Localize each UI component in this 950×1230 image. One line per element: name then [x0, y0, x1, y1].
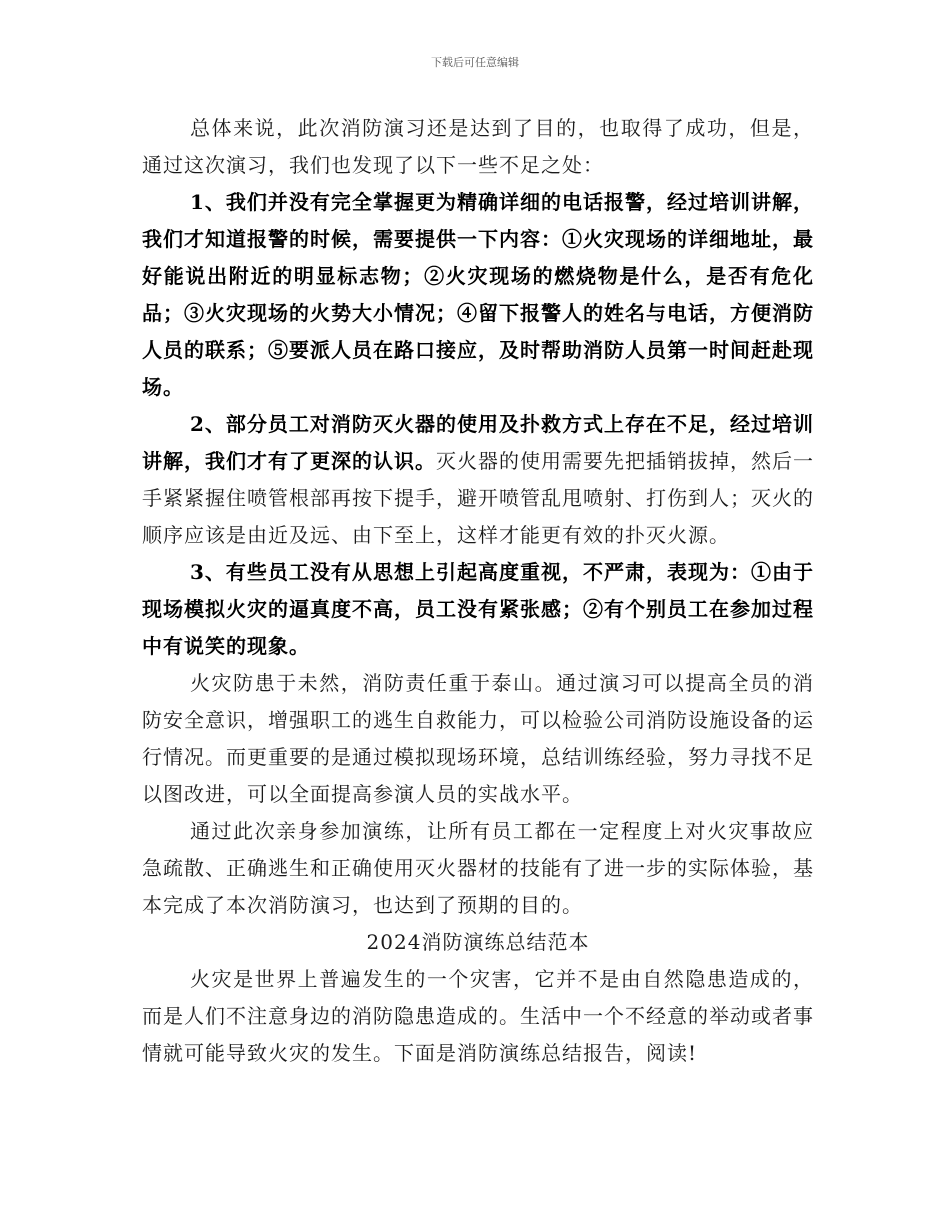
paragraph-conclusion: 通过此次亲身参加演练，让所有员工都在一定程度上对火灾事故应急疏散、正确逃生和正确使用灭火器材的技能有了进一步的实际体验，基本完成了本次消防演习，也达到了预期的目的。	[142, 819, 814, 917]
paragraph-point-2	[142, 406, 814, 554]
paragraph-point-2-bold: 2、部分员工对消防灭火器的使用及扑救方式上存在不足，经过培训讲解，我们才有了更深的认识。	[142, 412, 814, 473]
section-title: 2024消防演练总结范本	[366, 930, 590, 954]
paragraph-point-2-rest: 灭火器的使用需要先把插销拔掉，然后一手紧紧握住喷管根部再按下提手，避开喷管乱甩喷射、打伤到人；灭火的顺序应该是由近及远、由下至上，这样才能更有效的扑灭火源。	[142, 449, 814, 547]
paragraph-point-1: 1、我们并没有完全掌握更为精确详细的电话报警，经过培训讲解，我们才知道报警的时候，需要提供一下内容：①火灾现场的详细地址，最好能说出附近的明显标志物；②火灾现场的燃烧物是什么，是否有危化品；③火灾现场的火势大小情况；④留下报警人的姓名与电话，方便消防人员的联系；⑤要派人员在路口接应，及时帮助消防人员第一时间赶赴现场。	[142, 190, 814, 399]
page-header: 下载后可任意编辑	[431, 56, 519, 69]
paragraph-summary: 总体来说，此次消防演习还是达到了目的，也取得了成功，但是，通过这次演习，我们也发现了以下一些不足之处：	[142, 116, 814, 177]
paragraph-prevention: 火灾防患于未然，消防责任重于泰山。通过演习可以提高全员的消防安全意识，增强职工的逃生自救能力，可以检验公司消防设施设备的运行情况。而更重要的是通过模拟现场环境，总结训练经验，努力寻找不足以图改进，可以全面提高参演人员的实战水平。	[142, 671, 814, 806]
paragraph-point-3: 3、有些员工没有从思想上引起高度重视，不严肃，表现为：①由于现场模拟火灾的逼真度不高，员工没有紧张感；②有个别员工在参加过程中有说笑的现象。	[142, 560, 814, 658]
document-body	[142, 110, 814, 1072]
paragraph-intro: 火灾是世界上普遍发生的一个灾害，它并不是由自然隐患造成的，而是人们不注意身边的消防隐患造成的。生活中一个不经意的举动或者事情就可能导致火灾的发生。下面是消防演练总结报告，阅读!	[142, 967, 814, 1065]
